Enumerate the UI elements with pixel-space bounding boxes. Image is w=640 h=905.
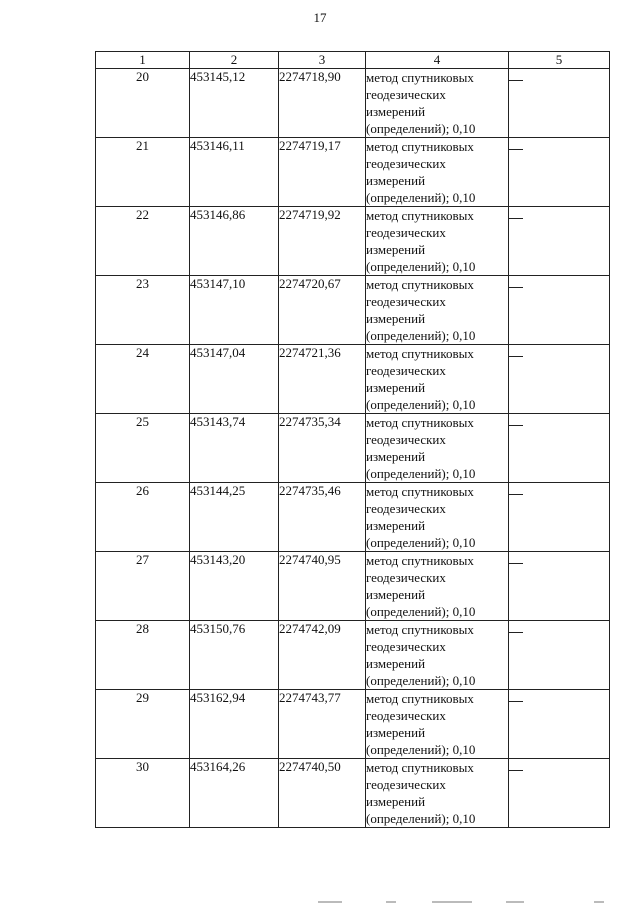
description-cell [509,138,610,207]
method-line: геодезических [366,363,446,378]
method-line: (определений); 0,10 [366,535,476,550]
table-row [96,138,610,207]
method-line: геодезических [366,225,446,240]
description-cell [509,483,610,552]
coordinate-y-cell: 2274719,17 [279,138,366,207]
point-number-cell: 30 [96,759,190,828]
dash-mark [509,770,523,771]
description-cell [509,759,610,828]
method-line: метод спутниковых [366,139,474,154]
coordinate-y-cell: 2274740,50 [279,759,366,828]
method-line: измерений [366,449,426,464]
point-number-cell: 24 [96,345,190,414]
description-cell [509,690,610,759]
method-cell [366,414,509,483]
method-cell [366,345,509,414]
method-line: измерений [366,518,426,533]
dash-mark [509,80,523,81]
table-row [96,276,610,345]
point-number-cell: 20 [96,69,190,138]
column-header-5: 5 [509,52,610,69]
table-row [96,759,610,828]
method-cell [366,690,509,759]
table-row [96,414,610,483]
table-header-row [96,52,610,69]
point-number-cell: 22 [96,207,190,276]
method-cell [366,276,509,345]
method-line: метод спутниковых [366,70,474,85]
table-row [96,552,610,621]
coordinate-y-cell: 2274740,95 [279,552,366,621]
table-body [96,69,610,828]
method-line: (определений); 0,10 [366,811,476,826]
coordinates-table [95,51,610,828]
point-number-cell: 26 [96,483,190,552]
method-line: измерений [366,587,426,602]
dash-mark [509,632,523,633]
coordinate-x-cell: 453164,26 [190,759,279,828]
column-header-2: 2 [190,52,279,69]
coordinate-x-cell: 453144,25 [190,483,279,552]
dash-mark [509,218,523,219]
method-cell [366,138,509,207]
column-header-4: 4 [366,52,509,69]
method-cell [366,759,509,828]
point-number-cell: 28 [96,621,190,690]
point-number-cell: 25 [96,414,190,483]
dash-mark [509,701,523,702]
method-line: (определений); 0,10 [366,466,476,481]
column-header-3: 3 [279,52,366,69]
table-row [96,345,610,414]
method-line: измерений [366,656,426,671]
coordinate-y-cell: 2274718,90 [279,69,366,138]
method-line: геодезических [366,432,446,447]
dash-mark [509,287,523,288]
coordinate-x-cell: 453143,20 [190,552,279,621]
coordinate-y-cell: 2274720,67 [279,276,366,345]
description-cell [509,207,610,276]
method-line: геодезических [366,708,446,723]
method-line: измерений [366,725,426,740]
method-line: (определений); 0,10 [366,673,476,688]
method-line: (определений); 0,10 [366,397,476,412]
description-cell [509,552,610,621]
method-line: метод спутниковых [366,760,474,775]
column-header-1: 1 [96,52,190,69]
coordinate-y-cell: 2274743,77 [279,690,366,759]
point-number-cell: 27 [96,552,190,621]
description-cell [509,69,610,138]
description-cell [509,345,610,414]
coordinate-x-cell: 453147,10 [190,276,279,345]
method-line: (определений); 0,10 [366,742,476,757]
point-number-cell: 29 [96,690,190,759]
coordinate-x-cell: 453162,94 [190,690,279,759]
dash-mark [509,563,523,564]
method-line: метод спутниковых [366,691,474,706]
coordinate-x-cell: 453143,74 [190,414,279,483]
method-line: геодезических [366,87,446,102]
description-cell [509,414,610,483]
point-number-cell: 23 [96,276,190,345]
method-line: измерений [366,242,426,257]
dash-mark [509,425,523,426]
table-row [96,621,610,690]
coordinate-x-cell: 453146,11 [190,138,279,207]
coordinate-x-cell: 453145,12 [190,69,279,138]
method-cell [366,69,509,138]
coordinate-x-cell: 453150,76 [190,621,279,690]
method-line: (определений); 0,10 [366,328,476,343]
method-line: измерений [366,104,426,119]
method-line: геодезических [366,156,446,171]
scan-edge-marks [0,901,640,905]
dash-mark [509,149,523,150]
method-line: измерений [366,311,426,326]
method-line: геодезических [366,777,446,792]
coordinate-y-cell: 2274721,36 [279,345,366,414]
method-line: геодезических [366,639,446,654]
method-line: (определений); 0,10 [366,121,476,136]
method-line: измерений [366,794,426,809]
method-line: метод спутниковых [366,346,474,361]
point-number-cell: 21 [96,138,190,207]
coordinate-y-cell: 2274742,09 [279,621,366,690]
dash-mark [509,356,523,357]
method-line: геодезических [366,570,446,585]
description-cell [509,276,610,345]
method-line: метод спутниковых [366,208,474,223]
dash-mark [509,494,523,495]
method-line: измерений [366,173,426,188]
method-line: геодезических [366,501,446,516]
method-cell [366,483,509,552]
method-line: метод спутниковых [366,553,474,568]
method-line: геодезических [366,294,446,309]
method-cell [366,621,509,690]
page-number: 17 [313,10,327,25]
method-cell [366,207,509,276]
method-line: (определений); 0,10 [366,604,476,619]
description-cell [509,621,610,690]
coordinate-x-cell: 453147,04 [190,345,279,414]
coordinate-y-cell: 2274735,34 [279,414,366,483]
table-row [96,69,610,138]
table-row [96,483,610,552]
method-line: метод спутниковых [366,415,474,430]
method-line: метод спутниковых [366,622,474,637]
table-row [96,690,610,759]
method-line: метод спутниковых [366,277,474,292]
method-cell [366,552,509,621]
method-line: (определений); 0,10 [366,190,476,205]
coordinate-y-cell: 2274719,92 [279,207,366,276]
method-line: (определений); 0,10 [366,259,476,274]
table-row [96,207,610,276]
coordinate-y-cell: 2274735,46 [279,483,366,552]
coordinate-x-cell: 453146,86 [190,207,279,276]
method-line: метод спутниковых [366,484,474,499]
method-line: измерений [366,380,426,395]
